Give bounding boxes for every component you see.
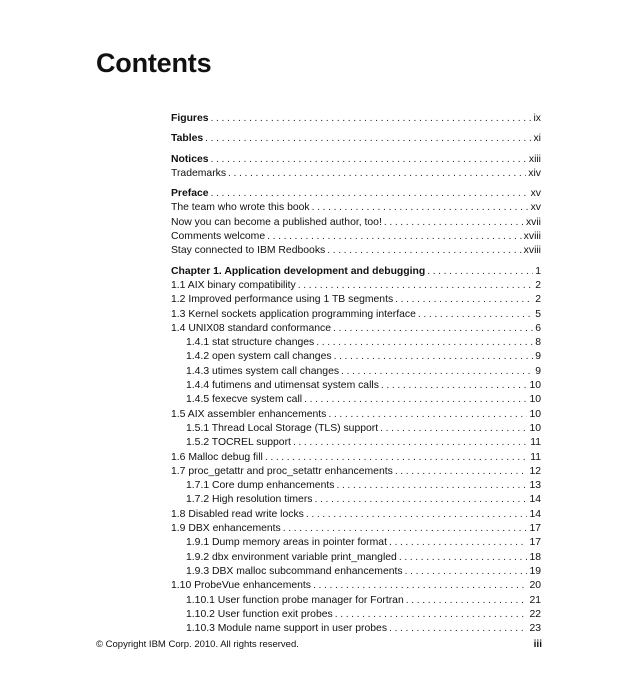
toc-entry-label: 1.5 AIX assembler enhancements	[171, 408, 327, 420]
toc-entry-page: 17	[529, 537, 541, 549]
toc-dot-leader	[399, 551, 528, 565]
toc-entry-label: Tables	[171, 133, 204, 145]
toc-dot-leader	[327, 244, 521, 258]
toc-entry-label: 1.10.3 Module name support in user probes	[186, 623, 388, 635]
toc-entry-page: xi	[533, 133, 541, 145]
toc-entry-label: 1.7 proc_getattr and proc_setattr enhancements	[171, 465, 393, 477]
toc-dot-leader	[334, 350, 534, 364]
toc-dot-leader	[389, 622, 527, 636]
toc-dot-leader	[304, 393, 527, 407]
toc-entry-page: xv	[530, 202, 541, 214]
toc-dot-leader	[267, 230, 522, 244]
toc-entry-page: 12	[529, 465, 541, 477]
toc-entry-label: 1.5.1 Thread Local Storage (TLS) support	[186, 422, 379, 434]
toc-dot-leader	[312, 201, 529, 215]
copyright-notice: © Copyright IBM Corp. 2010. All rights reserved.	[96, 639, 299, 650]
toc-entry[interactable]	[171, 393, 541, 407]
toc-entry-page: 2	[535, 279, 541, 291]
toc-entry-page: 19	[529, 565, 541, 577]
toc-entry[interactable]	[171, 408, 541, 422]
toc-entry-page: 20	[529, 580, 541, 592]
toc-entry-label: 1.10.2 User function exit probes	[186, 608, 333, 620]
toc-entry-label: 1.9.3 DBX malloc subcommand enhancements	[186, 565, 403, 577]
toc-entry-label: 1.4.3 utimes system call changes	[186, 365, 340, 377]
toc-entry[interactable]	[171, 479, 541, 493]
toc-entry-label: Now you can become a published author, too!	[171, 216, 382, 228]
toc-entry-page: 14	[529, 494, 541, 506]
toc-entry[interactable]	[171, 279, 541, 293]
page-number: iii	[533, 639, 542, 650]
toc-dot-leader	[328, 408, 527, 422]
toc-entry-label: Stay connected to IBM Redbooks	[171, 245, 326, 257]
toc-dot-leader	[405, 565, 528, 579]
toc-dot-leader	[418, 308, 533, 322]
toc-entry[interactable]	[171, 536, 541, 550]
toc-entry[interactable]	[171, 493, 541, 507]
toc-entry-label: 1.2 Improved performance using 1 TB segments	[171, 294, 394, 306]
toc-entry-label: 1.4.4 futimens and utimensat system calls	[186, 380, 379, 392]
toc-entry-page: 10	[529, 394, 541, 406]
toc-entry[interactable]	[171, 187, 541, 201]
toc-entry-label: 1.10.1 User function probe manager for Fortran	[186, 594, 404, 606]
toc-entry-page: xv	[530, 188, 541, 200]
toc-entry-label: Comments welcome	[171, 231, 266, 243]
toc-entry[interactable]	[171, 201, 541, 215]
toc-dot-leader	[336, 479, 527, 493]
toc-dot-leader	[293, 436, 528, 450]
toc-dot-leader	[395, 465, 528, 479]
toc-entry-page: 10	[529, 408, 541, 420]
toc-entry-page: 14	[529, 508, 541, 520]
toc-dot-leader	[384, 216, 524, 230]
toc-entry-page: 21	[529, 594, 541, 606]
toc-entry[interactable]	[171, 265, 541, 279]
toc-entry[interactable]	[171, 379, 541, 393]
toc-entry-label: 1.8 Disabled read write locks	[171, 508, 304, 520]
toc-dot-leader	[406, 594, 528, 608]
toc-entry[interactable]	[171, 565, 541, 579]
toc-entry[interactable]	[171, 308, 541, 322]
toc-dot-leader	[306, 508, 528, 522]
toc-dot-leader	[389, 536, 527, 550]
toc-entry[interactable]	[171, 465, 541, 479]
toc-dot-leader	[395, 293, 533, 307]
toc-dot-leader	[427, 265, 533, 279]
toc-entry-page: xviii	[523, 245, 541, 257]
toc-entry-label: 1.6 Malloc debug fill	[171, 451, 263, 463]
toc-entry-label: 1.5.2 TOCREL support	[186, 437, 291, 449]
toc-entry[interactable]	[171, 422, 541, 436]
toc-entry-label: 1.3 Kernel sockets application programming interface	[171, 308, 416, 320]
toc-entry-label: 1.7.2 High resolution timers	[186, 494, 313, 506]
toc-entry-page: 1	[535, 265, 541, 277]
toc-entry-page: xiv	[528, 167, 541, 179]
toc-entry-label: 1.9.1 Dump memory areas in pointer format	[186, 537, 387, 549]
toc-dot-leader	[314, 493, 527, 507]
toc-entry[interactable]	[171, 216, 541, 230]
toc-dot-leader	[313, 579, 527, 593]
toc-entry-page: 10	[529, 422, 541, 434]
page-footer	[96, 639, 542, 650]
toc-entry[interactable]	[171, 508, 541, 522]
toc-entry-page: 6	[535, 322, 541, 334]
toc-entry-label: 1.4.1 stat structure changes	[186, 337, 315, 349]
toc-entry[interactable]	[171, 594, 541, 608]
toc-entry-label: 1.4.5 fexecve system call	[186, 394, 303, 406]
toc-entry-page: 8	[535, 337, 541, 349]
toc-entry-label: 1.9 DBX enhancements	[171, 523, 281, 535]
toc-entry-label: Notices	[171, 153, 209, 165]
toc-entry-page: 18	[529, 551, 541, 563]
toc-entry-label: 1.7.1 Core dump enhancements	[186, 480, 335, 492]
toc-entry-label: Figures	[171, 113, 209, 124]
toc-entry-label: 1.10 ProbeVue enhancements	[171, 580, 311, 592]
toc-entry[interactable]	[171, 451, 541, 465]
toc-entry[interactable]	[171, 132, 541, 146]
toc-entry-label: 1.4 UNIX08 standard conformance	[171, 322, 331, 334]
toc-entry[interactable]	[171, 350, 541, 364]
toc-entry-page: 9	[535, 351, 541, 363]
toc-dot-leader	[381, 379, 528, 393]
toc-entry[interactable]	[171, 230, 541, 244]
toc-entry[interactable]	[171, 112, 541, 126]
toc-dot-leader	[211, 112, 532, 126]
toc-dot-leader	[228, 167, 526, 181]
toc-entry[interactable]	[171, 244, 541, 258]
toc-entry[interactable]	[171, 365, 541, 379]
toc-dot-leader	[283, 522, 528, 536]
toc-entry-label: 1.1 AIX binary compatibility	[171, 279, 296, 291]
toc-dot-leader	[333, 322, 533, 336]
toc-entry-page: 9	[535, 365, 541, 377]
page-title: Contents	[96, 48, 212, 78]
toc-entry-page: xvii	[525, 216, 541, 228]
toc-entry[interactable]	[171, 608, 541, 622]
toc-entry-page: 22	[529, 608, 541, 620]
toc-entry-page: ix	[533, 113, 541, 124]
toc-entry[interactable]	[171, 336, 541, 350]
toc-entry-label: 1.9.2 dbx environment variable print_mangled	[186, 551, 397, 563]
toc-dot-leader	[335, 608, 528, 622]
toc-entry[interactable]	[171, 522, 541, 536]
toc-dot-leader	[380, 422, 527, 436]
toc-entry-page: 13	[529, 480, 541, 492]
toc-entry-page: 17	[529, 523, 541, 535]
toc-entry-page: xiii	[528, 153, 541, 165]
toc-entry-label: 1.4.2 open system call changes	[186, 351, 332, 363]
toc-entry[interactable]	[171, 436, 541, 450]
toc-entry-page: 11	[530, 451, 541, 463]
toc-entry-page: 11	[530, 437, 541, 449]
toc-entry-page: 2	[535, 294, 541, 306]
toc-entry-page: 23	[529, 623, 541, 635]
toc-dot-leader	[341, 365, 533, 379]
toc-entry[interactable]	[171, 579, 541, 593]
toc-entry[interactable]	[171, 322, 541, 336]
table-of-contents	[171, 112, 541, 636]
toc-dot-leader	[265, 451, 528, 465]
toc-dot-leader	[298, 279, 533, 293]
toc-entry[interactable]	[171, 167, 541, 181]
toc-entry[interactable]	[171, 153, 541, 167]
toc-entry[interactable]	[171, 293, 541, 307]
toc-dot-leader	[211, 187, 529, 201]
toc-entry[interactable]	[171, 551, 541, 565]
toc-entry-page: 5	[535, 308, 541, 320]
toc-dot-leader	[316, 336, 533, 350]
toc-dot-leader	[211, 153, 527, 167]
toc-entry-label: Preface	[171, 188, 209, 200]
toc-entry-label: The team who wrote this book	[171, 202, 310, 214]
toc-entry-label: Trademarks	[171, 167, 227, 179]
toc-entry[interactable]	[171, 622, 541, 636]
toc-entry-label: Chapter 1. Application development and debugging	[171, 265, 426, 277]
toc-entry-page: 10	[529, 380, 541, 392]
toc-entry-page: xviii	[523, 231, 541, 243]
toc-dot-leader	[205, 132, 531, 146]
